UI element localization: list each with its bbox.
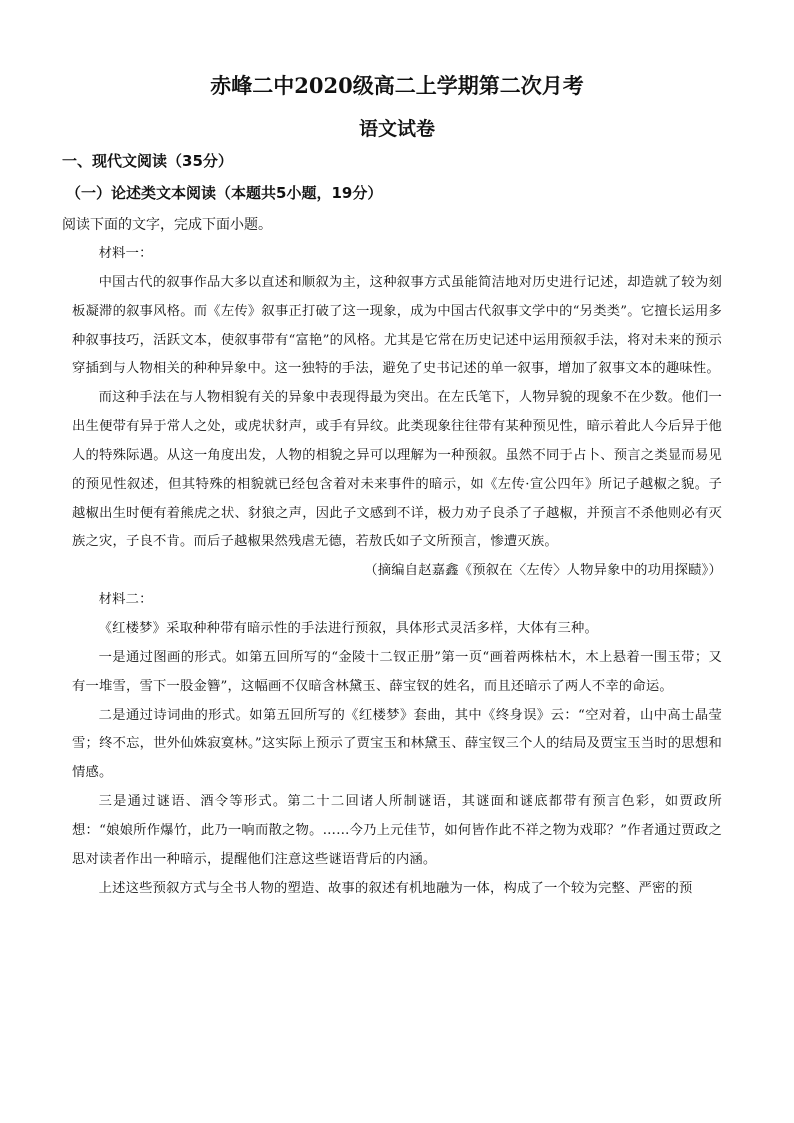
- section-heading: 一、现代文阅读（35分）: [62, 152, 233, 170]
- reading-passage: [72, 240, 722, 903]
- material-label: 材料一：: [98, 246, 153, 261]
- exam-subtitle: 语文试卷: [358, 118, 435, 140]
- instruction-text: 阅读下面的文字，完成下面小题。: [62, 217, 272, 233]
- exam-title: 赤峰二中2020级高二上学期第二次月考: [210, 73, 584, 98]
- paragraph: 《红楼梦》采取种种带有暗示性的手法进行预叙，具体形式灵活多样，大体有三种。: [98, 620, 598, 636]
- citation: （摘编自赵嘉鑫《预叙在〈左传〉人物异象中的功用探赜》）: [364, 563, 722, 579]
- paragraph: 二是通过诗词曲的形式。如第五回所写的《红楼梦》套曲，其中《终身误》云：“空对着，山中高士晶莹雪；终不忘，世外仙姝寂寞林。”这实际上预示了贾宝玉和林黛玉、薛宝钗三个人的结局及贾宝玉当时的思想和情感。: [72, 707, 722, 781]
- paragraph: 而这种手法在与人物相貌有关的异象中表现得最为突出。在左氏笔下，人物异貌的现象不在少数。他们一出生便带有异于常人之处，或虎状豺声，或手有异纹。此类现象往往带有某种预见性，暗示着此人今后异于他人的特殊际遇。从这一角度出发，人物的相貌之异可以理解为一种预叙。虽然不同于占卜、预言之类显而易见的预见性叙述，但其特殊的相貌就已经包含着对未来事件的暗示，如《左传·宣公四年》所记子越椒之貌。子越椒出生时便有着熊虎之状、豺狼之声，因此子文感到不详，极力劝子良杀了子越椒，并预言不杀他则必有灭族之灾，子良不肯。而后子越椒果然残虐无德，若敖氏如子文所预言，惨遭灭族。: [72, 390, 722, 550]
- paragraph: 三是通过谜语、酒令等形式。第二十二回诸人所制谜语，其谜面和谜底都带有预言色彩，如贾政所想：“娘娘所作爆竹，此乃一响而散之物。……今乃上元佳节，如何皆作此不祥之物为戏耶？”作者通过贾政之思对读者作出一种暗示，提醒他们注意这些谜语背后的内涵。: [72, 794, 722, 867]
- subsection-heading: （一）论述类文本阅读（本题共5小题，19分）: [66, 184, 383, 202]
- paragraph: 上述这些预叙方式与全书人物的塑造、故事的叙述有机地融为一体，构成了一个较为完整、严密的预: [98, 880, 693, 896]
- paragraph: 中国古代的叙事作品大多以直述和顺叙为主，这种叙事方式虽能简洁地对历史进行记述，却造就了较为刻板凝滞的叙事风格。而《左传》叙事正打破了这一现象，成为中国古代叙事文学中的“另类类”。它擅长运用多种叙事技巧，活跃文本，使叙事带有“富艳”的风格。尤其是它常在历史记述中运用预叙手法，将对未来的预示穿插到与人物相关的种种异象中。这一独特的手法，避免了史书记述的单一叙事，增加了叙事文本的趣味性。: [72, 274, 722, 377]
- material-label: 材料二：: [98, 592, 153, 608]
- paragraph: 一是通过图画的形式。如第五回所写的“金陵十二钗正册”第一页“画着两株枯木，木上悬着一围玉带；又有一堆雪，雪下一股金簪”，这幅画不仅暗含林黛玉、薛宝钗的姓名，而且还暗示了两人不幸的命运。: [72, 649, 722, 694]
